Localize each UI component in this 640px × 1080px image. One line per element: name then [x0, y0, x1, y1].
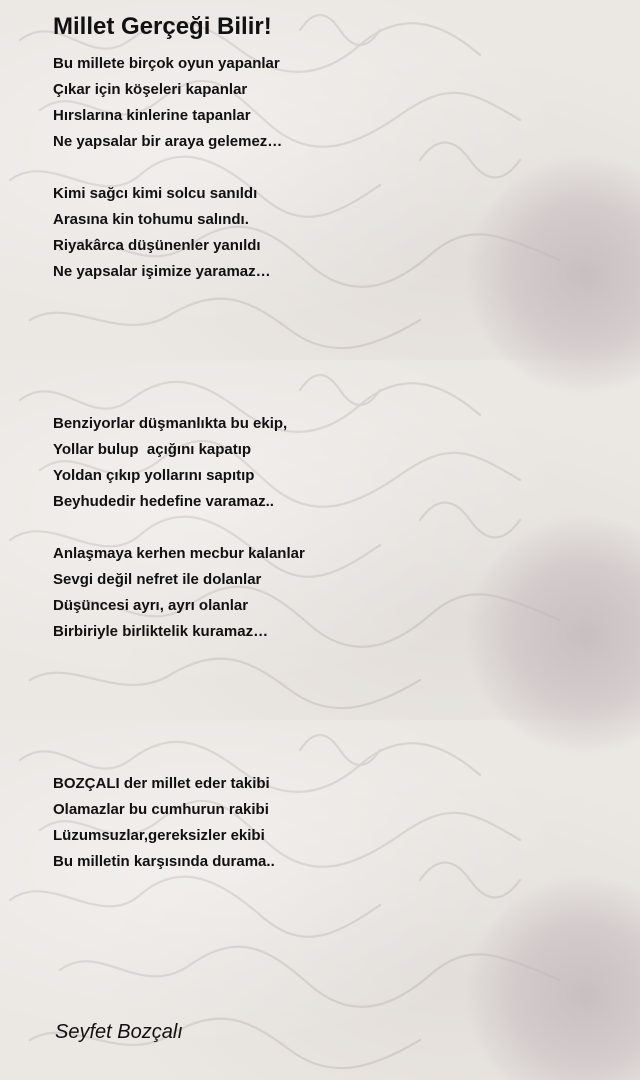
poem-line: Düşüncesi ayrı, ayrı olanlar: [53, 597, 249, 614]
poem-stanza-4: [53, 541, 305, 645]
poem-line: Çıkar için köşeleri kapanlar: [53, 81, 248, 98]
poem-stanza-1: [53, 51, 282, 155]
poem-line: Lüzumsuzlar,gereksizler ekibi: [53, 827, 265, 844]
poem-line: Beyhudedir hedefine varamaz..: [53, 493, 274, 510]
poem-line: Olamazlar bu cumhurun rakibi: [53, 801, 269, 818]
poem-line: Bu millete birçok oyun yapanlar: [53, 55, 280, 72]
poem-line: Birbiriyle birliktelik kuramaz…: [53, 623, 269, 640]
poem-stanza-5: [53, 771, 275, 875]
poem-author: Seyfet Bozçalı: [55, 1021, 183, 1043]
poem-line: Kimi sağcı kimi solcu sanıldı: [53, 185, 258, 202]
poem-line: BOZÇALI der millet eder takibi: [53, 775, 270, 792]
poem-line: Ne yapsalar işimize yaramaz…: [53, 263, 271, 280]
poem-line: Yollar bulup açığını kapatıp: [53, 441, 252, 458]
poem-line: Anlaşmaya kerhen mecbur kalanlar: [53, 545, 305, 562]
poem-line: Ne yapsalar bir araya gelemez…: [53, 133, 283, 150]
poem-stanza-3: [53, 411, 287, 515]
poem-line: Benziyorlar düşmanlıkta bu ekip,: [53, 415, 288, 432]
poem-line: Bu milletin karşısında durama..: [53, 853, 275, 870]
poem-line: Riyakârca düşünenler yanıldı: [53, 237, 261, 254]
poem-line: Hırslarına kinlerine tapanlar: [53, 107, 251, 124]
poem-line: Yoldan çıkıp yollarını sapıtıp: [53, 467, 255, 484]
poem-line: Arasına kin tohumu salındı.: [53, 211, 249, 228]
poem-title: Millet Gerçeği Bilir!: [53, 13, 272, 40]
poem-line: Sevgi değil nefret ile dolanlar: [53, 571, 262, 588]
poem-stanza-2: [53, 181, 271, 285]
